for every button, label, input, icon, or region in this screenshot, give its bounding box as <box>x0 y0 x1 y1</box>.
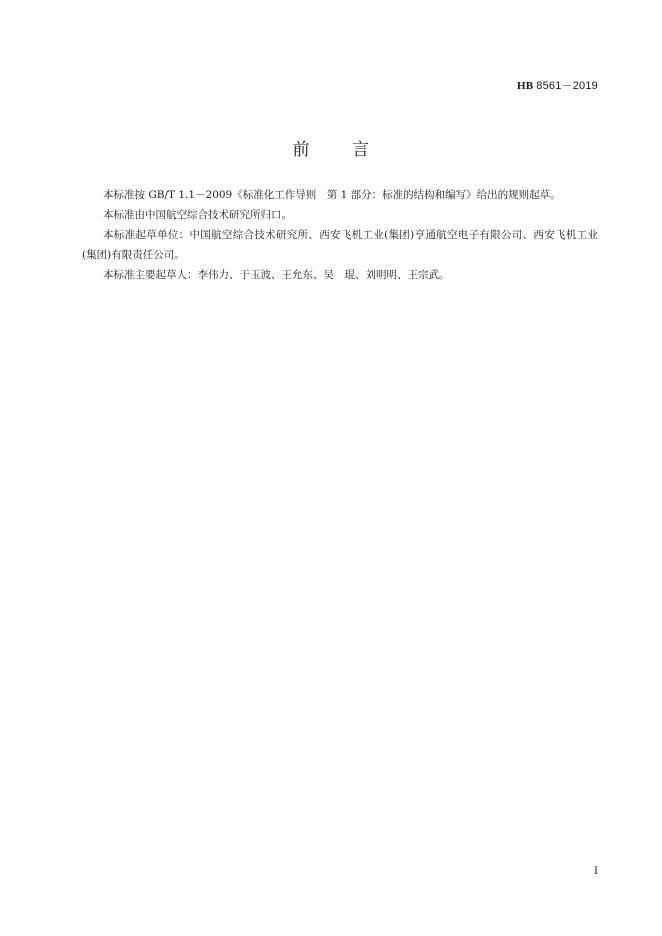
standard-number-header <box>517 77 598 93</box>
page-number: I <box>594 866 598 877</box>
foreword-body <box>82 185 598 285</box>
page-title <box>0 135 662 160</box>
paragraph-responsible-body: 本标准由中国航空综合技术研究所归口。 <box>103 209 292 221</box>
paragraph-drafters: 本标准主要起草人：李伟力、于玉波、王允东、吴 琨、刘明明、王宗武。 <box>103 269 450 281</box>
title-char-2: 言 <box>352 140 370 160</box>
title-char-1: 前 <box>292 140 310 160</box>
paragraph-drafting-units: 本标准起草单位：中国航空综合技术研究所、西安飞机工业(集团)亨通航空电子有限公司、西安飞机工业(集团)有限责任公司。 <box>82 229 598 261</box>
standard-prefix: HB <box>516 80 534 92</box>
paragraph-drafting-rules: 本标准按 GB/T 1.1－2009《标准化工作导则 第 1 部分：标准的结构和编写》给出的规则起草。 <box>103 189 561 201</box>
standard-number: 8561－2019 <box>536 80 598 92</box>
